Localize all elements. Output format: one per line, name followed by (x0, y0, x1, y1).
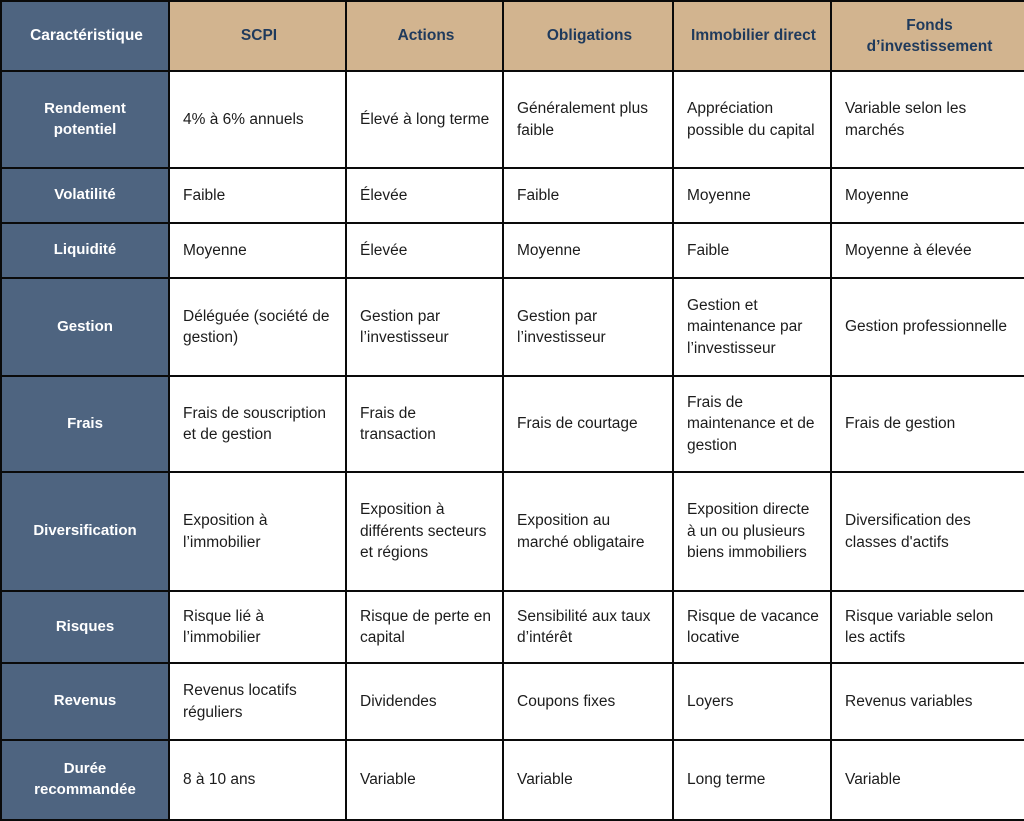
table-cell: Variable selon les marchés (831, 71, 1024, 168)
table-row (1, 740, 1024, 820)
table-cell: Variable (346, 740, 503, 820)
table-cell: Coupons fixes (503, 663, 673, 740)
table-cell: Moyenne (169, 223, 346, 278)
table-cell: Élevé à long terme (346, 71, 503, 168)
table-cell: Moyenne à élevée (831, 223, 1024, 278)
table-cell: Frais de souscription et de gestion (169, 376, 346, 472)
table-cell: Loyers (673, 663, 831, 740)
table-cell: Revenus variables (831, 663, 1024, 740)
table-cell: Appréciation possible du capital (673, 71, 831, 168)
table-cell: Gestion par l’investisseur (346, 278, 503, 376)
row-header-volatilite: Volatilité (1, 168, 169, 223)
table-cell: Risque de perte en capital (346, 591, 503, 663)
table-row (1, 223, 1024, 278)
table-cell: Faible (169, 168, 346, 223)
table-cell: Risque de vacance locative (673, 591, 831, 663)
table-cell: Diversification des classes d'actifs (831, 472, 1024, 591)
table-cell: Exposition à différents secteurs et régions (346, 472, 503, 591)
table-cell: Exposition au marché obligataire (503, 472, 673, 591)
table-row (1, 591, 1024, 663)
row-header-duree-recommandee: Durée recommandée (1, 740, 169, 820)
table-cell: Gestion professionnelle (831, 278, 1024, 376)
table-row (1, 472, 1024, 591)
table-cell: 4% à 6% annuels (169, 71, 346, 168)
table-cell: Exposition à l’immobilier (169, 472, 346, 591)
column-header-actions: Actions (346, 1, 503, 71)
table-cell: Faible (673, 223, 831, 278)
table-cell: Variable (831, 740, 1024, 820)
table-row (1, 168, 1024, 223)
table-row (1, 278, 1024, 376)
table-cell: Élevée (346, 223, 503, 278)
table-cell: Exposition directe à un ou plusieurs biens immobiliers (673, 472, 831, 591)
row-header-risques: Risques (1, 591, 169, 663)
column-header-immobilier-direct: Immobilier direct (673, 1, 831, 71)
table-cell: Élevée (346, 168, 503, 223)
table-cell: Faible (503, 168, 673, 223)
table-cell: Frais de gestion (831, 376, 1024, 472)
table-row (1, 376, 1024, 472)
row-header-diversification: Diversification (1, 472, 169, 591)
table-cell: Long terme (673, 740, 831, 820)
table-cell: Généralement plus faible (503, 71, 673, 168)
table-cell: Moyenne (503, 223, 673, 278)
column-header-fonds-investissement: Fonds d’investissement (831, 1, 1024, 71)
header-row (1, 1, 1024, 71)
row-header-gestion: Gestion (1, 278, 169, 376)
table-cell: Déléguée (société de gestion) (169, 278, 346, 376)
row-header-liquidite: Liquidité (1, 223, 169, 278)
row-header-rendement-potentiel: Rendement potentiel (1, 71, 169, 168)
table-cell: Variable (503, 740, 673, 820)
table-cell: Gestion et maintenance par l’investisseur (673, 278, 831, 376)
table-row (1, 71, 1024, 168)
column-header-scpi: SCPI (169, 1, 346, 71)
table-cell: Moyenne (673, 168, 831, 223)
column-header-obligations: Obligations (503, 1, 673, 71)
table-row (1, 663, 1024, 740)
table-cell: Sensibilité aux taux d’intérêt (503, 591, 673, 663)
row-header-revenus: Revenus (1, 663, 169, 740)
table-cell: Dividendes (346, 663, 503, 740)
table-cell: 8 à 10 ans (169, 740, 346, 820)
table-cell: Revenus locatifs réguliers (169, 663, 346, 740)
column-header-caracteristique: Caractéristique (1, 1, 169, 71)
table-cell: Risque lié à l’immobilier (169, 591, 346, 663)
table-cell: Frais de courtage (503, 376, 673, 472)
table-cell: Moyenne (831, 168, 1024, 223)
table-cell: Gestion par l’investisseur (503, 278, 673, 376)
table-cell: Frais de maintenance et de gestion (673, 376, 831, 472)
row-header-frais: Frais (1, 376, 169, 472)
table-cell: Risque variable selon les actifs (831, 591, 1024, 663)
table-cell: Frais de transaction (346, 376, 503, 472)
